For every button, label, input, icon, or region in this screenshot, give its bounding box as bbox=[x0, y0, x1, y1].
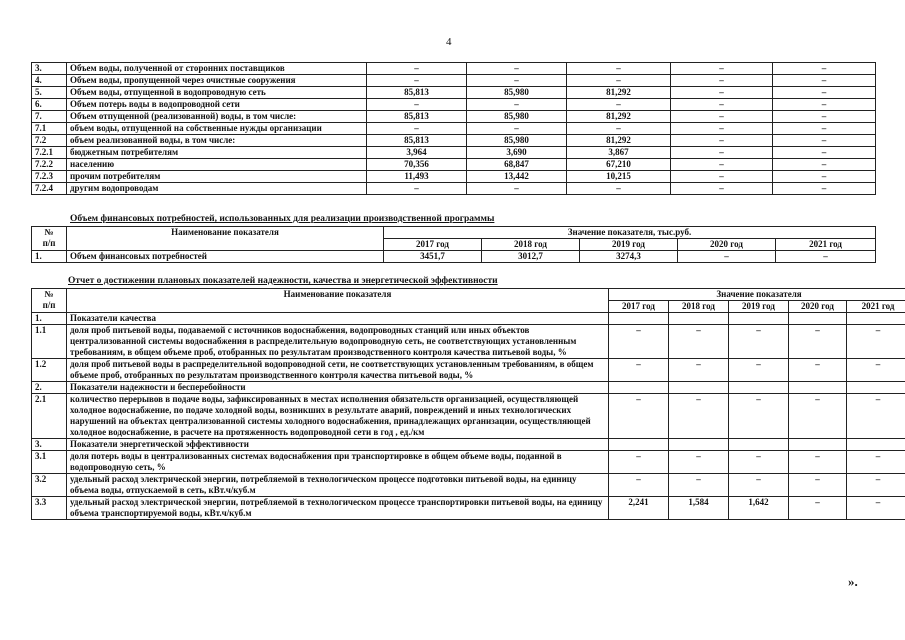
row-value: 3,964 bbox=[367, 147, 467, 159]
section-number: 2. bbox=[32, 382, 67, 394]
row-value: – bbox=[773, 99, 876, 111]
empty-cell bbox=[789, 382, 847, 394]
row-number: 1.1 bbox=[32, 325, 67, 359]
row-name: Объем отпущенной (реализованной) воды, в том числе: bbox=[67, 111, 367, 123]
row-value: 1,642 bbox=[729, 497, 789, 520]
row-number: 7.2.3 bbox=[32, 171, 67, 183]
row-value: – bbox=[773, 123, 876, 135]
table-row bbox=[32, 394, 905, 439]
row-number: 2.1 bbox=[32, 394, 67, 439]
row-number: 3. bbox=[32, 63, 67, 75]
page-number: 4 bbox=[446, 36, 452, 48]
row-name: Объем воды, пропущенной через очистные сооружения bbox=[67, 75, 367, 87]
row-value: – bbox=[669, 359, 729, 382]
row-number: 3.3 bbox=[32, 497, 67, 520]
row-value: – bbox=[671, 135, 773, 147]
financial-needs-caption: Объем финансовых потребностей, использованных для реализации производственной программы bbox=[70, 214, 495, 224]
empty-cell bbox=[609, 439, 669, 451]
row-value: – bbox=[609, 394, 669, 439]
table-row bbox=[32, 474, 905, 497]
row-value: – bbox=[367, 63, 467, 75]
table-row bbox=[32, 451, 905, 474]
row-value: – bbox=[669, 325, 729, 359]
row-value: – bbox=[789, 474, 847, 497]
row-value: 85,980 bbox=[467, 87, 567, 99]
row-value: 1,584 bbox=[669, 497, 729, 520]
row-value: – bbox=[671, 99, 773, 111]
row-name: доля проб питьевой воды, подаваемой с источников водоснабжения, водопроводных станций или иных объектов централизованной системы водоснабжения в распределительную водопроводную сеть, не соответствующих установленным требованиям, в общем объеме проб, отобранных по результатам производственного контроля качества питьевой воды, % bbox=[67, 325, 609, 359]
year-header: 2021 год bbox=[847, 301, 905, 313]
row-value: – bbox=[671, 147, 773, 159]
year-header: 2017 год bbox=[384, 239, 482, 251]
row-value: 85,813 bbox=[367, 87, 467, 99]
empty-cell bbox=[669, 313, 729, 325]
row-number: 3.2 bbox=[32, 474, 67, 497]
row-number: 7.2 bbox=[32, 135, 67, 147]
row-number: 3.1 bbox=[32, 451, 67, 474]
table-row bbox=[32, 75, 876, 87]
row-name: Объем воды, отпущенной в водопроводную сеть bbox=[67, 87, 367, 99]
row-value: – bbox=[773, 183, 876, 195]
table-row bbox=[32, 251, 876, 263]
section-row bbox=[32, 439, 905, 451]
header-num: № п/п bbox=[32, 289, 67, 313]
empty-cell bbox=[729, 382, 789, 394]
row-value: – bbox=[773, 111, 876, 123]
row-value: 67,210 bbox=[567, 159, 671, 171]
row-value: – bbox=[671, 63, 773, 75]
row-value: – bbox=[789, 497, 847, 520]
row-value: – bbox=[467, 75, 567, 87]
row-name: количество перерывов в подаче воды, зафиксированных в местах исполнения обязательств организацией, осуществляющей холодное водоснабжение, по подаче холодной воды, возникших в результате аварий, повреждений и иных технологических нарушений на объектах централизованной системы холодного водоснабжения, принадлежащих организации, осуществляющей холодное водоснабжение, в расчете на протяженность водопроводной сети в год , ед./км bbox=[67, 394, 609, 439]
row-value: – bbox=[773, 159, 876, 171]
table-row bbox=[32, 183, 876, 195]
row-value: 3,690 bbox=[467, 147, 567, 159]
header-num: № п/п bbox=[32, 227, 67, 251]
year-header: 2018 год bbox=[669, 301, 729, 313]
row-name: Объем финансовых потребностей bbox=[67, 251, 384, 263]
row-value: – bbox=[671, 171, 773, 183]
row-value: – bbox=[776, 251, 876, 263]
table-row bbox=[32, 135, 876, 147]
row-number: 6. bbox=[32, 99, 67, 111]
row-value: 81,292 bbox=[567, 111, 671, 123]
section-row bbox=[32, 313, 905, 325]
row-value: – bbox=[789, 359, 847, 382]
year-header: 2019 год bbox=[580, 239, 678, 251]
row-number: 5. bbox=[32, 87, 67, 99]
section-row bbox=[32, 382, 905, 394]
row-name: удельный расход электрической энергии, потребляемой в технологическом процессе подготовки питьевой воды, на единицу объема воды, отпускаемой в сеть, кВт.ч/куб.м bbox=[67, 474, 609, 497]
row-value: – bbox=[367, 123, 467, 135]
row-value: – bbox=[847, 359, 905, 382]
empty-cell bbox=[729, 313, 789, 325]
row-value: – bbox=[847, 394, 905, 439]
row-value: – bbox=[567, 99, 671, 111]
row-value: – bbox=[567, 75, 671, 87]
row-number: 1. bbox=[32, 251, 67, 263]
header-value: Значение показателя, тыс.руб. bbox=[384, 227, 876, 239]
row-value: – bbox=[773, 63, 876, 75]
row-value: – bbox=[847, 497, 905, 520]
empty-cell bbox=[609, 313, 669, 325]
row-number: 7.1 bbox=[32, 123, 67, 135]
row-value: 70,356 bbox=[367, 159, 467, 171]
row-value: – bbox=[729, 394, 789, 439]
row-number: 7.2.2 bbox=[32, 159, 67, 171]
row-value: – bbox=[567, 63, 671, 75]
row-value: – bbox=[847, 474, 905, 497]
row-value: 85,813 bbox=[367, 111, 467, 123]
indicators-caption: Отчет о достижении плановых показателей надежности, качества и энергетической эффективности bbox=[68, 276, 498, 286]
row-value: 3012,7 bbox=[482, 251, 580, 263]
row-value: 81,292 bbox=[567, 135, 671, 147]
row-value: – bbox=[773, 171, 876, 183]
row-value: – bbox=[773, 87, 876, 99]
row-value: – bbox=[609, 359, 669, 382]
table-row bbox=[32, 359, 905, 382]
row-number: 1.2 bbox=[32, 359, 67, 382]
row-name: населению bbox=[67, 159, 367, 171]
row-value: 68,847 bbox=[467, 159, 567, 171]
row-value: – bbox=[671, 123, 773, 135]
empty-cell bbox=[789, 313, 847, 325]
empty-cell bbox=[669, 439, 729, 451]
section-title: Показатели энергетической эффективности bbox=[67, 439, 609, 451]
section-number: 1. bbox=[32, 313, 67, 325]
table-row bbox=[32, 99, 876, 111]
row-value: – bbox=[729, 451, 789, 474]
empty-cell bbox=[729, 439, 789, 451]
row-value: 3274,3 bbox=[580, 251, 678, 263]
row-name: объем реализованной воды, в том числе: bbox=[67, 135, 367, 147]
row-value: – bbox=[789, 325, 847, 359]
header-name: Наименование показателя bbox=[67, 289, 609, 313]
empty-cell bbox=[847, 382, 905, 394]
row-value: – bbox=[367, 99, 467, 111]
row-name: Объем воды, полученной от сторонних поставщиков bbox=[67, 63, 367, 75]
row-value: 10,215 bbox=[567, 171, 671, 183]
row-value: – bbox=[669, 394, 729, 439]
row-value: – bbox=[729, 474, 789, 497]
year-header: 2019 год bbox=[729, 301, 789, 313]
year-header: 2018 год bbox=[482, 239, 580, 251]
row-value: – bbox=[367, 75, 467, 87]
row-value: 85,813 bbox=[367, 135, 467, 147]
row-value: 2,241 bbox=[609, 497, 669, 520]
row-value: – bbox=[847, 451, 905, 474]
year-header: 2020 год bbox=[678, 239, 776, 251]
row-value: – bbox=[729, 325, 789, 359]
row-value: – bbox=[467, 123, 567, 135]
row-number: 7. bbox=[32, 111, 67, 123]
table-row bbox=[32, 111, 876, 123]
row-number: 7.2.1 bbox=[32, 147, 67, 159]
row-value: 85,980 bbox=[467, 111, 567, 123]
financial-needs-table bbox=[31, 226, 876, 263]
row-value: 11,493 bbox=[367, 171, 467, 183]
row-value: 13,442 bbox=[467, 171, 567, 183]
row-value: – bbox=[671, 111, 773, 123]
production-volumes-table bbox=[31, 62, 876, 195]
row-number: 7.2.4 bbox=[32, 183, 67, 195]
indicators-table bbox=[31, 288, 905, 520]
empty-cell bbox=[847, 439, 905, 451]
row-name: Объем потерь воды в водопроводной сети bbox=[67, 99, 367, 111]
row-value: 3451,7 bbox=[384, 251, 482, 263]
row-value: – bbox=[669, 451, 729, 474]
empty-cell bbox=[789, 439, 847, 451]
section-title: Показатели надежности и бесперебойности bbox=[67, 382, 609, 394]
header-value: Значение показателя bbox=[609, 289, 905, 301]
row-name: прочим потребителям bbox=[67, 171, 367, 183]
empty-cell bbox=[847, 313, 905, 325]
table-row bbox=[32, 497, 905, 520]
row-value: – bbox=[671, 87, 773, 99]
year-header: 2021 год bbox=[776, 239, 876, 251]
row-value: – bbox=[609, 325, 669, 359]
row-value: – bbox=[669, 474, 729, 497]
row-name: удельный расход электрической энергии, потребляемой в технологическом процессе транспортировки питьевой воды, на единицу объема транспортируемой воды, кВт.ч/куб.м bbox=[67, 497, 609, 520]
row-value: – bbox=[671, 75, 773, 87]
row-name: бюджетным потребителям bbox=[67, 147, 367, 159]
row-number: 4. bbox=[32, 75, 67, 87]
table-row bbox=[32, 123, 876, 135]
row-value: 81,292 bbox=[567, 87, 671, 99]
table-row bbox=[32, 159, 876, 171]
row-value: – bbox=[609, 451, 669, 474]
row-value: – bbox=[671, 183, 773, 195]
row-value: – bbox=[467, 99, 567, 111]
row-value: – bbox=[671, 159, 773, 171]
table-row bbox=[32, 63, 876, 75]
table-row bbox=[32, 325, 905, 359]
empty-cell bbox=[669, 382, 729, 394]
section-number: 3. bbox=[32, 439, 67, 451]
section-title: Показатели качества bbox=[67, 313, 609, 325]
row-value: – bbox=[789, 394, 847, 439]
row-value: – bbox=[847, 325, 905, 359]
row-value: – bbox=[773, 147, 876, 159]
year-header: 2020 год bbox=[789, 301, 847, 313]
row-name: другим водопроводам bbox=[67, 183, 367, 195]
row-value: – bbox=[789, 451, 847, 474]
empty-cell bbox=[609, 382, 669, 394]
row-value: – bbox=[567, 183, 671, 195]
closing-quote: ». bbox=[848, 574, 858, 589]
table-row bbox=[32, 87, 876, 99]
row-value: 85,980 bbox=[467, 135, 567, 147]
row-value: 3,867 bbox=[567, 147, 671, 159]
row-name: доля проб питьевой воды в распределительной водопроводной сети, не соответствующих установленным требованиям, в общем объеме проб, отобранных по результатам производственного контроля качества питьевой воды, % bbox=[67, 359, 609, 382]
row-value: – bbox=[773, 75, 876, 87]
row-name: объем воды, отпущенной на собственные нужды организации bbox=[67, 123, 367, 135]
row-value: – bbox=[609, 474, 669, 497]
row-value: – bbox=[773, 135, 876, 147]
header-name: Наименование показателя bbox=[67, 227, 384, 251]
row-value: – bbox=[467, 63, 567, 75]
row-name: доля потерь воды в централизованных системах водоснабжения при транспортировке в общем объеме воды, поданной в водопроводную сеть, % bbox=[67, 451, 609, 474]
table-row bbox=[32, 147, 876, 159]
row-value: – bbox=[467, 183, 567, 195]
year-header: 2017 год bbox=[609, 301, 669, 313]
table-row bbox=[32, 171, 876, 183]
row-value: – bbox=[367, 183, 467, 195]
row-value: – bbox=[678, 251, 776, 263]
row-value: – bbox=[567, 123, 671, 135]
row-value: – bbox=[729, 359, 789, 382]
